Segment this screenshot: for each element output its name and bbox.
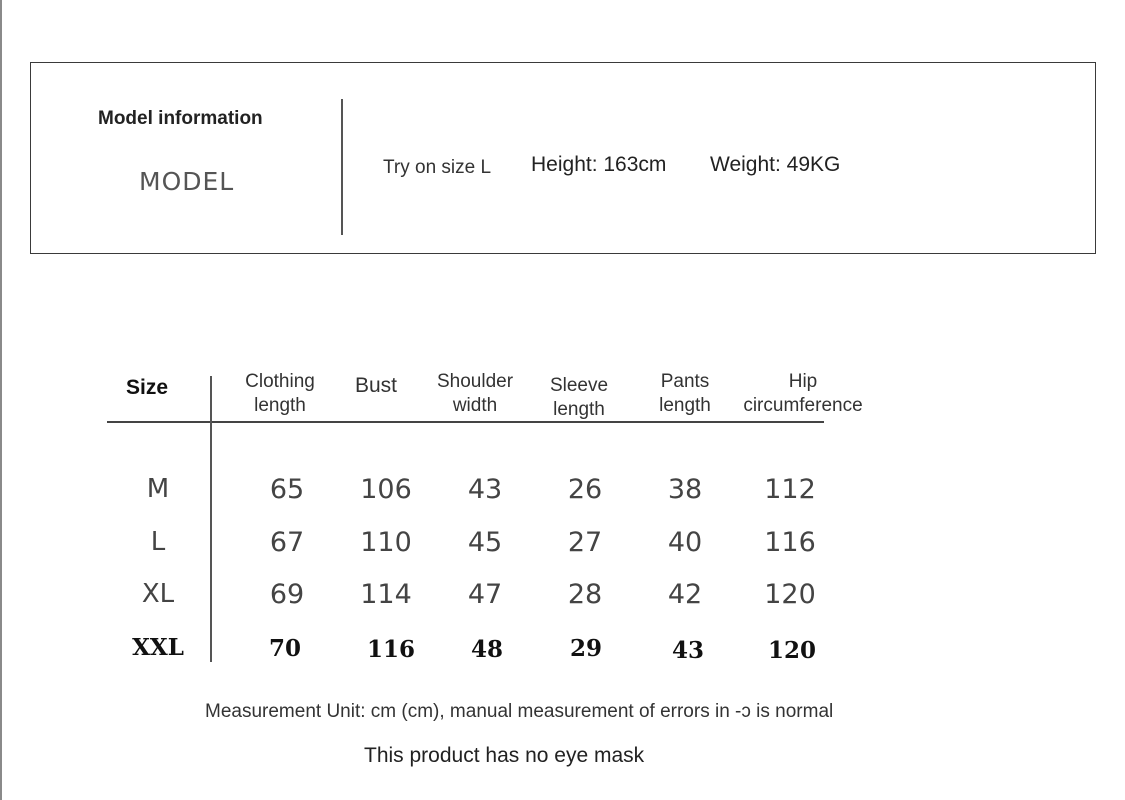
try-on-size: Try on size L [383,157,492,178]
value-cell: 116 [366,636,415,663]
model-divider [341,99,343,235]
value-cell: 114 [360,579,412,610]
measurement-unit-note: Measurement Unit: cm (cm), manual measurement of errors in -ɔ is normal [205,701,834,722]
value-cell: 70 [268,635,301,662]
size-cell: XXL [132,634,184,661]
value-cell: 28 [567,579,603,610]
value-cell: 106 [360,474,412,505]
model-height: Height: 163cm [531,153,667,176]
size-cell: L [150,527,166,557]
value-cell: 110 [360,527,412,558]
column-header-sleeve-length: Sleeve length [549,375,609,420]
column-header-bust: Bust [354,374,398,397]
size-column-divider [210,376,212,662]
value-cell: 69 [269,579,305,610]
model-information-box [30,62,1096,254]
value-cell: 27 [567,527,603,558]
value-cell: 67 [269,527,305,558]
value-cell: 65 [269,474,305,505]
eye-mask-note: This product has no eye mask [364,744,645,767]
value-cell: 48 [470,636,503,663]
value-cell: 47 [467,579,503,610]
value-cell: 40 [667,527,703,558]
value-cell: 116 [764,527,816,558]
value-cell: 38 [667,474,703,505]
page-left-border [0,0,2,800]
column-header-pants-length: Pants length [659,371,711,416]
value-cell: 29 [569,635,602,662]
size-cell: M [146,474,170,504]
model-logo: MODEL [139,167,235,196]
column-header-shoulder-width: Shoulder width [436,371,514,416]
value-cell: 120 [764,579,816,610]
model-information-heading: Model information [98,108,263,129]
value-cell: 43 [671,637,704,664]
value-cell: 42 [667,579,703,610]
value-cell: 112 [764,474,816,505]
size-column-header: Size [126,376,169,399]
value-cell: 45 [467,527,503,558]
column-header-hip-circumference: Hip circumference [743,371,863,416]
header-rule [107,421,824,423]
value-cell: 120 [767,637,816,664]
model-weight: Weight: 49KG [710,153,841,176]
value-cell: 43 [467,474,503,505]
size-cell: XL [141,579,175,609]
column-header-clothing-length: Clothing length [245,371,315,416]
value-cell: 26 [567,474,603,505]
